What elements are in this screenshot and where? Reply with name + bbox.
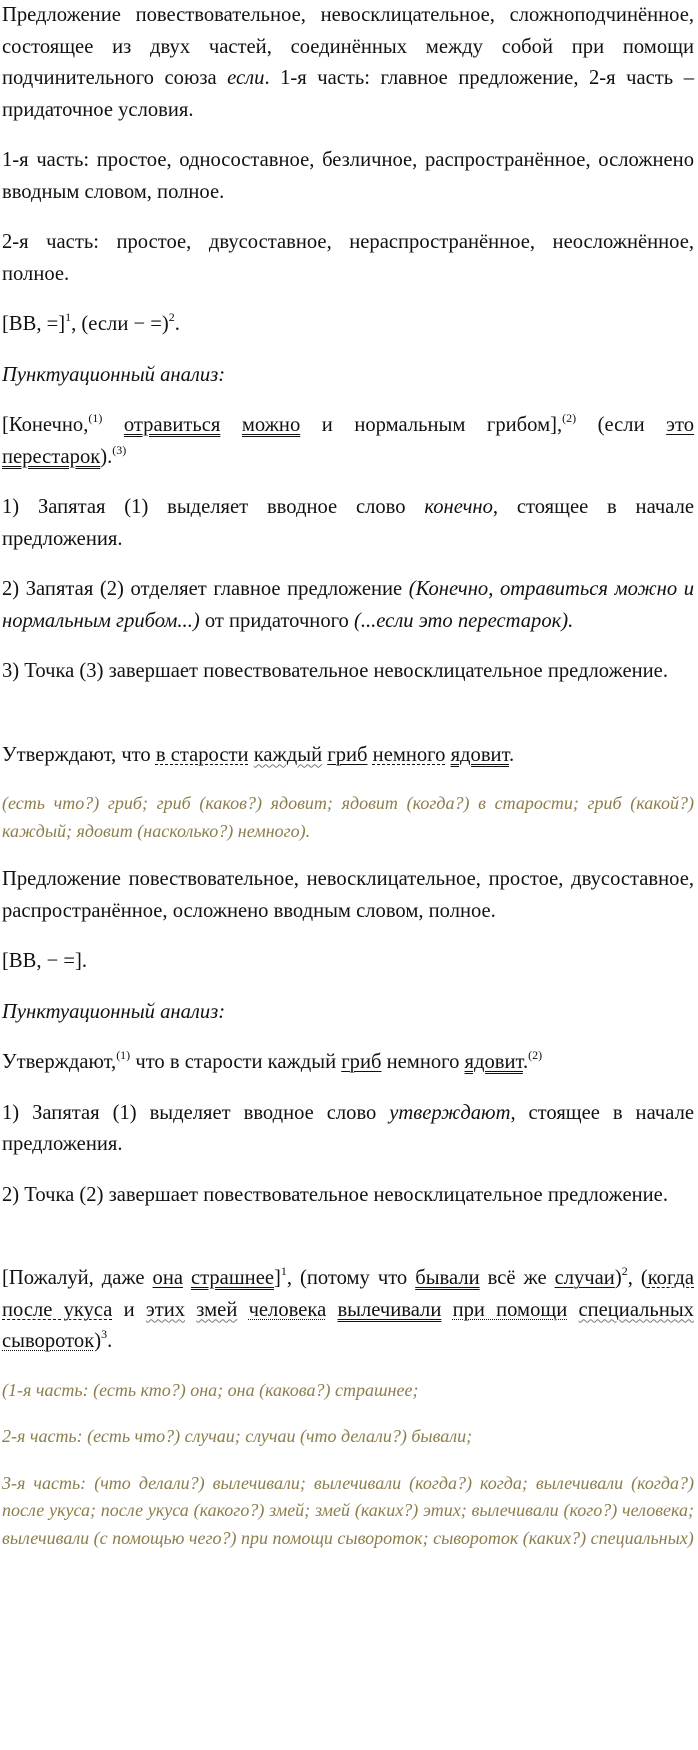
predicate-word: перестарок: [2, 445, 101, 468]
text: . 1-я часть: главное предложение, 2-я часть – придаточное условия.: [2, 67, 694, 121]
text: [Пожалуй, даже: [2, 1267, 153, 1289]
text: .: [107, 1330, 113, 1352]
subject-word: это: [666, 414, 694, 436]
subject-word: случаи: [554, 1267, 615, 1289]
s3-note2: 2-я часть: (есть что?) случаи; случаи (что делали?) бывали;: [2, 1426, 473, 1446]
text: 2) Запятая (2) отделяет главное предложение: [2, 578, 409, 600]
s2-point2: 2) Точка (2) завершает повествовательное невосклицательное предложение.: [2, 1183, 668, 1206]
s2-sentence: [2, 740, 694, 772]
predicate-word: страшнее: [190, 1267, 274, 1289]
object-word: при помощи: [452, 1298, 568, 1321]
attribute-word: этих: [145, 1298, 186, 1321]
sup: (2): [562, 411, 577, 425]
text: Предложение повествовательное, невосклицательное, сложноподчинённое, состоящее из двух частей, соединённых между собой при помощи подчинительного союза: [2, 4, 694, 89]
sup: 3: [101, 1327, 108, 1341]
s1-punct-title: Пунктуационный анализ:: [2, 363, 226, 386]
text: 1) Запятая (1) выделяет вводное слово: [2, 1101, 390, 1124]
text: , (: [627, 1267, 648, 1289]
text: .: [522, 1051, 529, 1073]
scheme-text: [ВВ, =]: [2, 313, 66, 335]
sup: 2: [621, 1264, 628, 1278]
sup: (1): [88, 411, 103, 425]
s1-point3: 3) Точка (3) завершает повествовательное невосклицательное предложение.: [2, 660, 668, 682]
s1-point1: [2, 492, 694, 555]
sup: (2): [528, 1048, 543, 1062]
adverbial-word: после укуса: [2, 1298, 113, 1321]
text-italic: утверждают: [389, 1101, 511, 1124]
s1-part2: 2-я часть: простое, двусоставное, нераспространённое, неосложнённое, полное.: [2, 231, 694, 285]
text: немного: [381, 1051, 465, 1073]
subject-word: она: [152, 1267, 183, 1289]
text: всё же: [479, 1267, 555, 1289]
text: .: [509, 743, 515, 766]
adverbial-word: когда: [647, 1267, 694, 1289]
predicate-word: можно: [241, 414, 301, 436]
text: [Конечно,: [2, 414, 89, 436]
sup: (1): [116, 1048, 131, 1062]
predicate-word: ядовит: [464, 1051, 523, 1073]
predicate-word: вылечивали: [337, 1298, 442, 1321]
s3-note1: (1-я часть: (есть кто?) она; она (какова?) страшнее;: [2, 1379, 419, 1400]
text-italic: (...если это перестарок).: [354, 609, 574, 632]
subject-word: гриб: [341, 1051, 382, 1073]
text: (если: [576, 414, 667, 436]
text: ): [94, 1330, 102, 1352]
object-word: человека: [248, 1298, 327, 1321]
sup: 2: [168, 310, 175, 324]
text: , (потому что: [286, 1267, 416, 1289]
text: от придаточного: [199, 609, 354, 632]
s2-punct-title: Пунктуационный анализ:: [2, 1000, 226, 1023]
text: , стоящее в начале предложения.: [2, 496, 694, 550]
sup: (3): [112, 442, 127, 457]
text: ): [614, 1267, 622, 1289]
adverbial-word: немного: [372, 743, 446, 766]
text: ).: [100, 445, 113, 468]
predicate-word: ядовит: [450, 743, 510, 766]
scheme-text: , (если − =): [71, 313, 169, 335]
s1-sentence: [2, 410, 694, 473]
s2-description: Предложение повествовательное, невосклицательное, простое, двусоставное, распространённое, осложнено вводным словом, полное.: [2, 868, 694, 922]
attribute-word: каждый: [253, 743, 323, 766]
attribute-word: специальных: [578, 1298, 694, 1321]
text-italic: конечно: [424, 496, 493, 518]
text-italic: (Конечно, отравиться можно и нормальным грибом...): [2, 578, 694, 632]
text: Утверждают,: [2, 1051, 117, 1073]
s1-part1: 1-я часть: простое, односоставное, безличное, распространённое, осложнено вводным словом, полное.: [2, 149, 694, 203]
object-word: сывороток: [2, 1330, 95, 1352]
s1-point2: [2, 574, 694, 637]
predicate-word: бывали: [415, 1267, 480, 1289]
s1-description: [2, 0, 694, 126]
conjunction: если: [227, 67, 265, 89]
s1-scheme: [2, 309, 694, 341]
adverbial-word: в старости: [155, 743, 249, 766]
text: что в старости каждый: [130, 1051, 342, 1073]
sup: 1: [280, 1264, 287, 1278]
s2-point1: [2, 1098, 694, 1161]
text: и: [112, 1298, 146, 1321]
scheme-text: .: [174, 313, 180, 335]
text: ]: [273, 1267, 281, 1289]
sup: 1: [65, 310, 72, 324]
text: , стоящее в начале предложения.: [2, 1101, 694, 1155]
s2-scheme: [ВВ, − =].: [2, 950, 88, 972]
s3-sentence: [2, 1263, 694, 1358]
subject-word: гриб: [327, 743, 368, 766]
text: 1) Запятая (1) выделяет вводное слово: [2, 496, 425, 518]
predicate-word: отравиться: [123, 414, 221, 436]
s2-note: (есть что?) гриб; гриб (каков?) ядовит; ядовит (когда?) в старости; гриб (какой?) каждый; ядовит (насколько?) немного).: [2, 793, 694, 841]
attribute-word: змей: [196, 1298, 238, 1321]
text: Утверждают, что: [2, 743, 156, 766]
s3-note3: 3-я часть: (что делали?) вылечивали; вылечивали (когда?) когда; вылечивали (когда?) после укуса; после укуса (какого?) змей; змей (каких?) этих; вылечивали (кого?) человека; вылечивали (с помощью чего?) при помощи сывороток; сывороток (каких?) специальных): [2, 1472, 694, 1548]
text: и нормальным грибом],: [300, 414, 563, 436]
s2-punct-sentence: [2, 1047, 694, 1079]
